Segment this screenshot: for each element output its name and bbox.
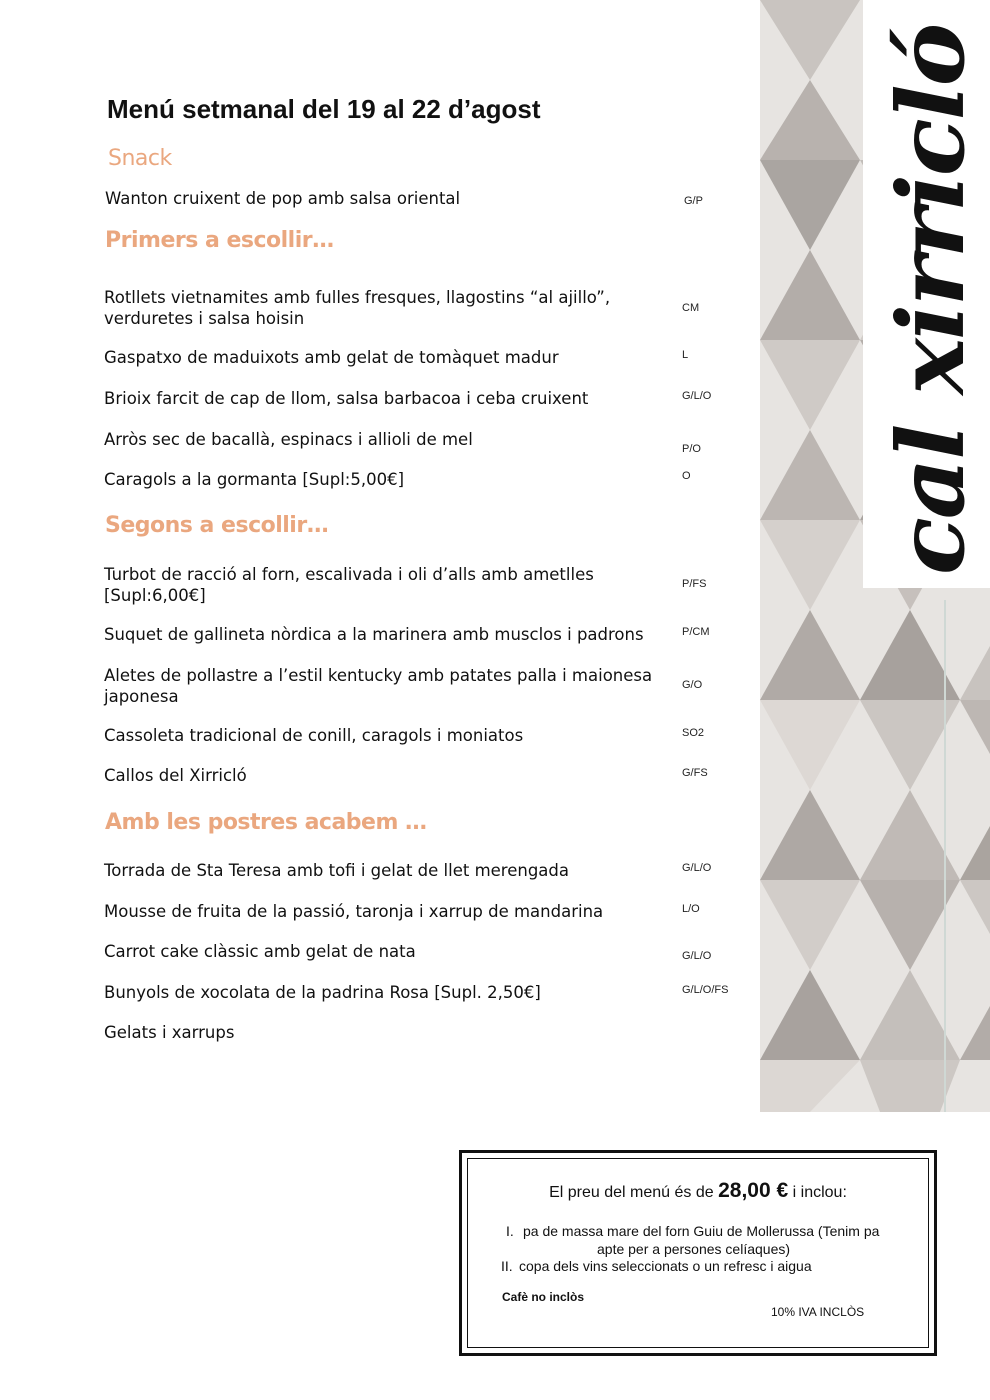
brand-logo [863,0,990,588]
include-text: pa de massa mare del forn Guiu de Mollerussa (Tenim pa [523,1223,880,1239]
include-text: copa dels vins seleccionats o un refresc i aigua [519,1258,812,1274]
price-line [462,1179,934,1203]
price-prefix: El preu del menú és de [549,1184,714,1201]
allergen-code: L [682,349,689,361]
allergen-code: L/O [682,903,700,915]
menu-item: Torrada de Sta Teresa amb tofi i gelat de llet merengada [104,861,570,880]
include-number: I. [506,1223,514,1239]
menu-item: Rotllets vietnamites amb fulles fresques, llagostins “al ajillo”, verduretes i salsa hoisin [104,288,611,328]
brand-name: cal xirricló [877,42,985,575]
section-heading-postres: Amb les postres acabem … [105,810,427,835]
allergen-code: G/FS [682,767,708,779]
allergen-code: G/O [682,679,703,691]
menu-item: Callos del Xirricló [104,766,247,785]
menu-item: Suquet de gallineta nòrdica a la marinera amb musclos i padrons [104,625,644,644]
include-number: II. [501,1258,513,1274]
menu-item: Mousse de fruita de la passió, taronja i xarrup de mandarina [104,902,604,921]
price-suffix: i inclou: [792,1184,847,1201]
menu-item: Brioix farcit de cap de llom, salsa barbacoa i ceba cruixent [104,389,589,408]
allergen-code: CM [682,302,700,314]
allergen-code: G/P [684,195,703,207]
include-text-continued: apte per a persones celíaques) [597,1241,791,1257]
allergen-code: G/L/O [682,862,712,874]
allergen-code: P/O [682,443,701,455]
allergen-code: G/L/O/FS [682,984,729,996]
coffee-note: Cafè no inclòs [502,1290,585,1304]
allergen-code: SO2 [682,727,705,739]
allergen-code: G/L/O [682,950,712,962]
vat-note: 10% IVA INCLÒS [771,1305,865,1319]
brand-logo-panel [863,0,990,588]
allergen-code: G/L/O [682,390,712,402]
price-amount: 28,00 € [718,1179,789,1202]
menu-item: Cassoleta tradicional de conill, caragols i moniatos [104,726,524,745]
section-heading-segons: Segons a escollir… [105,513,329,538]
menu-item: Turbot de racció al forn, escalivada i oli d’alls amb ametlles [Supl:6,00€] [104,565,594,605]
page-title: Menú setmanal del 19 al 22 d’agost [107,94,541,124]
menu-item: Gaspatxo de maduixots amb gelat de tomàquet madur [104,348,559,367]
price-info-box [459,1150,937,1356]
menu-item: Caragols a la gormanta [Supl:5,00€] [104,470,405,489]
section-heading-primers: Primers a escollir… [105,228,334,253]
allergen-code: P/FS [682,578,707,590]
allergen-code: P/CM [682,626,710,638]
menu-item: Bunyols de xocolata de la padrina Rosa [Supl. 2,50€] [104,983,541,1002]
menu-item: Gelats i xarrups [104,1023,235,1042]
allergen-code: O [682,470,691,482]
menu-item: Arròs sec de bacallà, espinacs i allioli de mel [104,430,473,449]
section-heading-snack: Snack [108,146,172,171]
menu-item: Aletes de pollastre a l’estil kentucky amb patates palla i maionesa japonesa [104,666,653,706]
menu-item: Carrot cake clàssic amb gelat de nata [104,942,416,961]
menu-item: Wanton cruixent de pop amb salsa oriental [105,189,461,208]
